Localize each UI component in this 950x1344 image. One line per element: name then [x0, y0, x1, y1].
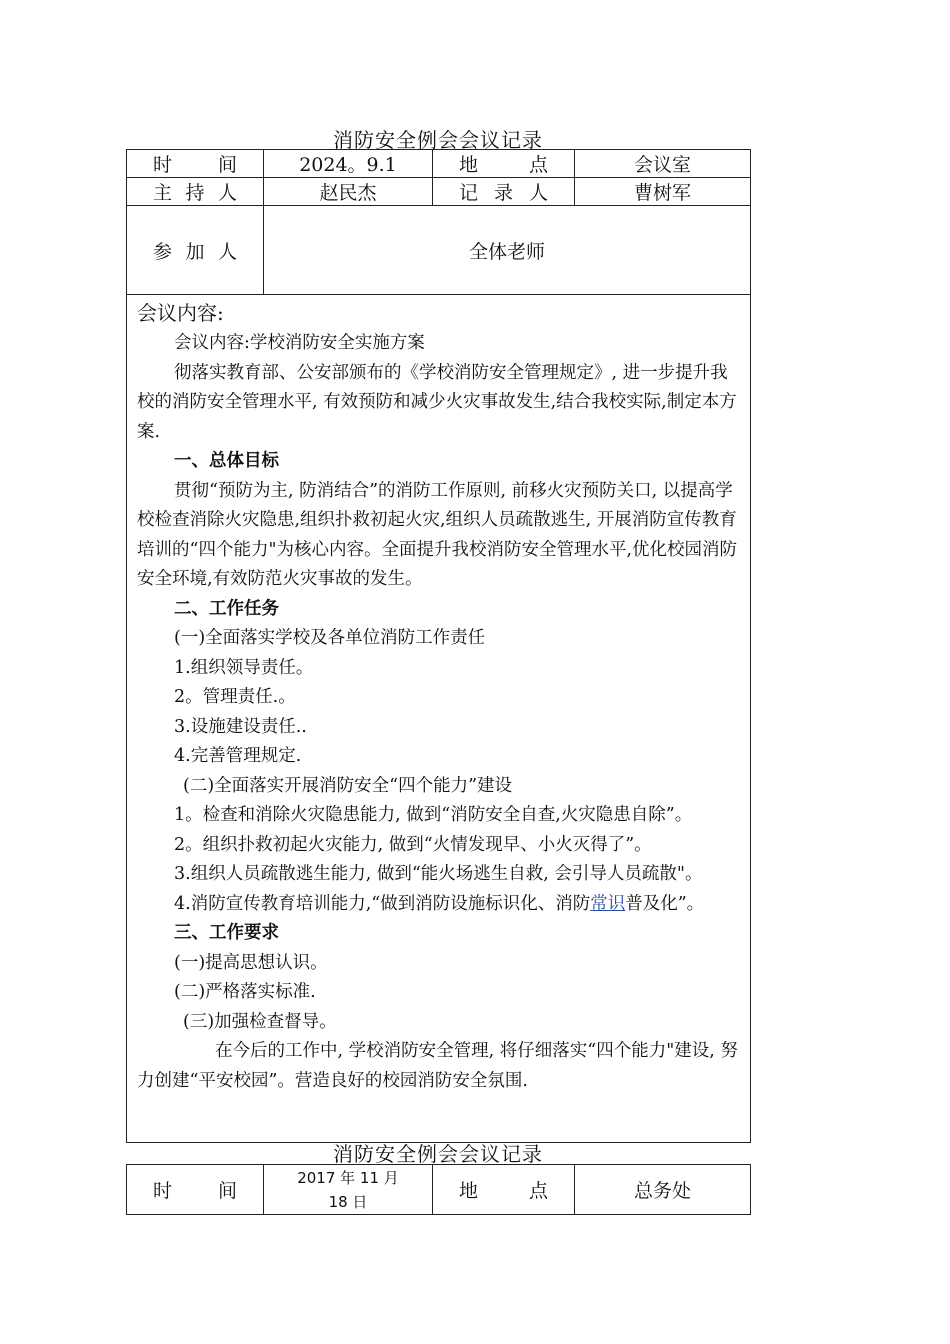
recorder-label-a: 记: [459, 182, 479, 204]
sub3-item: (二)严格落实标准.: [174, 982, 316, 1002]
common-sense-link[interactable]: 常识: [590, 893, 626, 914]
record2-table: [126, 1164, 751, 1215]
attendee-label-b: 加: [185, 240, 205, 263]
sub3-item: (一)提高思想认识。: [174, 952, 328, 973]
sub2-item4-pre: 4.消防宣传教育培训能力,“做到消防设施标识化、消防: [174, 893, 591, 914]
place-value: 会议室: [575, 150, 751, 178]
record2-title: 消防安全例会会议记录: [333, 1142, 543, 1166]
record2-time-line1: 2017 年 11 月: [297, 1168, 399, 1187]
record2-place-label-cell: [433, 1165, 575, 1215]
record2-time-value: [264, 1165, 433, 1215]
sub2-item4-post: 普及化”。: [625, 893, 705, 914]
section3-title: 三、工作要求: [174, 923, 279, 943]
host-label-c: 人: [217, 182, 237, 204]
attendee-label-c: 人: [217, 240, 237, 263]
sub2-item: 2。组织扑救初起火灾能力, 做到“火情发现早、小火灭得了”。: [174, 834, 652, 855]
record1-table: [126, 149, 751, 1143]
recorder-value: 曹树军: [575, 178, 751, 206]
time-label-cell: [127, 150, 264, 178]
content-body: [127, 295, 750, 1096]
sub2-title: (二)全面落实开展消防安全“四个能力”建设: [183, 775, 513, 796]
closing-paragraph: 在今后的工作中, 学校消防安全管理, 将仔细落实“四个能力"建设, 努力创建“平安校园”。营造良好的校园消防安全氛围.: [137, 1041, 738, 1091]
record2-place-value: 总务处: [575, 1165, 751, 1215]
section1-title: 一、总体目标: [174, 451, 279, 471]
section2-title: 二、工作任务: [174, 598, 279, 619]
time-value: 2024。9.1: [264, 150, 433, 178]
sub1-item: 2。管理责任.。: [174, 687, 296, 707]
record1-title: 消防安全例会会议记录: [333, 128, 543, 152]
recorder-label-b: 录: [493, 182, 513, 204]
host-label-a: 主: [153, 182, 173, 204]
time-label-b: 间: [217, 154, 237, 176]
content-cell: [127, 295, 751, 1143]
sub1-item: 4.完善管理规定.: [174, 746, 302, 766]
host-label-b: 持: [185, 182, 205, 204]
record2-place-label-a: 地: [459, 1180, 479, 1202]
attendee-value: 全体老师: [264, 206, 751, 295]
sub2-item: 3.组织人员疏散逃生能力, 做到“能火场逃生自救, 会引导人员疏散"。: [174, 864, 703, 884]
host-label-cell: [127, 178, 264, 206]
content-topic: 会议内容:学校消防安全实施方案: [174, 333, 425, 353]
attendee-label-cell: [127, 206, 264, 295]
place-label-a: 地: [459, 154, 479, 176]
sub1-item: 1.组织领导责任。: [174, 657, 314, 678]
sub1-item: 3.设施建设责任..: [174, 716, 307, 737]
recorder-label-c: 人: [528, 182, 548, 204]
sub2-item: [137, 890, 740, 920]
recorder-label-cell: [433, 178, 575, 206]
sub2-item: 1。检查和消除火灾隐患能力, 做到“消防安全自查,火灾隐患自除”。: [174, 805, 693, 825]
content-heading: 会议内容:: [137, 301, 224, 325]
section1-body: 贯彻“预防为主, 防消结合”的消防工作原则, 前移火灾预防关口, 以提高学校检查消除火灾隐患,组织扑救初起火灾,组织人员疏散逃生, 开展消防宣传教育培训的“四个能力"为核心内容。全面提升我校消防安全管理水平,优化校园消防安全环境,有效防范火灾事故的发生。: [137, 480, 738, 589]
host-value: 赵民杰: [264, 178, 433, 206]
record2-time-line2: 18 日: [328, 1192, 368, 1211]
sub3-item: (三)加强检查督导。: [183, 1011, 337, 1032]
record2-time-label-cell: [127, 1165, 264, 1215]
content-intro: 彻落实教育部、公安部颁布的《学校消防安全管理规定》, 进一步提升我校的消防安全管理水平, 有效预防和减少火灾事故发生,结合我校实际,制定本方案.: [137, 362, 737, 442]
time-label-a: 时: [153, 154, 173, 176]
place-label-cell: [433, 150, 575, 178]
record2-time-label-a: 时: [153, 1180, 173, 1202]
attendee-label-a: 参: [153, 240, 173, 263]
record2-place-label-b: 点: [528, 1180, 548, 1202]
record2-time-label-b: 间: [217, 1180, 237, 1202]
place-label-b: 点: [528, 154, 548, 176]
sub1-title: (一)全面落实学校及各单位消防工作责任: [174, 628, 486, 648]
